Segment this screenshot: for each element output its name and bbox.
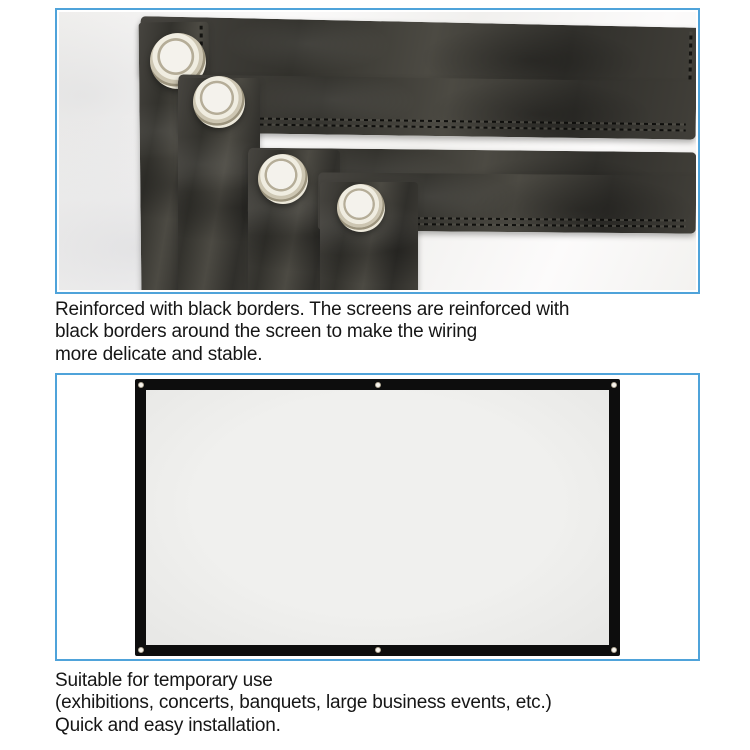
- caption-line: more delicate and stable.: [55, 343, 263, 365]
- caption-line: Reinforced with black borders. The screens are reinforced with: [55, 299, 570, 320]
- screen-grommet-hole: [611, 382, 617, 388]
- screen-figure-panel: [55, 373, 700, 661]
- caption-line: (exhibitions, concerts, banquets, large business events, etc.): [55, 692, 552, 714]
- screen-grommet-hole: [375, 382, 381, 388]
- caption-temporary-use: [55, 670, 715, 737]
- grommet-eyelet-2: [193, 76, 245, 128]
- grommet-eyelet-4: [337, 184, 385, 232]
- caption-reinforced-borders: [55, 299, 715, 366]
- grommet-photo: [59, 12, 696, 290]
- caption-line: Suitable for temporary use: [55, 670, 273, 691]
- fabric-seam: [688, 32, 692, 80]
- caption-line: Quick and easy installation.: [55, 714, 281, 736]
- screen-grommet-hole: [611, 647, 617, 653]
- grommet-eyelet-3: [258, 154, 308, 204]
- screen-grommet-hole: [375, 647, 381, 653]
- projection-screen-graphic: [135, 379, 620, 656]
- grommet-photo-panel: [55, 8, 700, 294]
- screen-grommet-hole: [138, 382, 144, 388]
- screen-figure: [59, 377, 696, 657]
- caption-line: black borders around the screen to make the wiring: [55, 321, 477, 343]
- screen-grommet-hole: [138, 647, 144, 653]
